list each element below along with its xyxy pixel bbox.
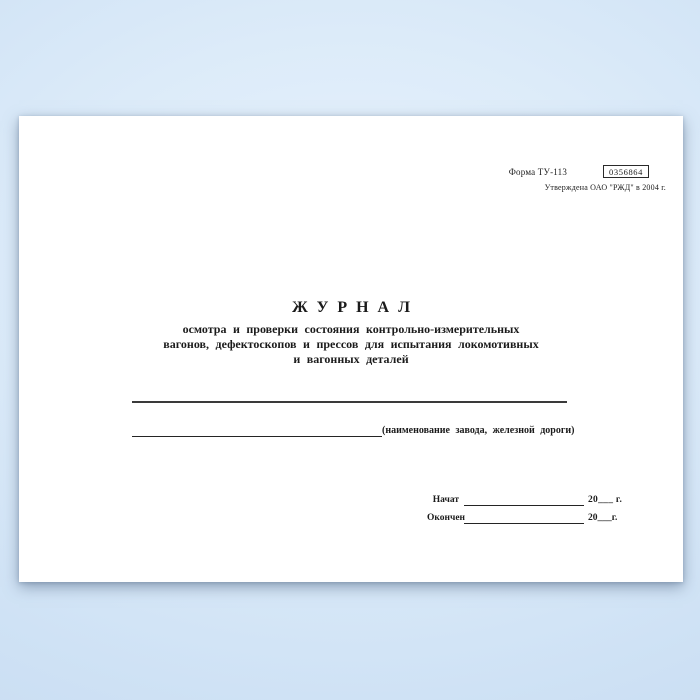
finished-date-blank-line: [464, 512, 584, 524]
page-subtitle: [19, 322, 683, 367]
organization-name-blank-line: [132, 423, 382, 437]
organization-name-row: [132, 423, 575, 437]
subtitle-line-1: осмотра и проверки состояния контрольно-измерительных: [182, 322, 520, 336]
finished-year: 20___г.: [588, 513, 618, 523]
page-title: ЖУРНАЛ: [291, 299, 420, 316]
started-label: Начат: [432, 495, 459, 505]
subtitle-line-2: вагонов, дефектоскопов и прессов для испытания локомотивных: [163, 337, 539, 351]
serial-number-box: 0356864: [603, 165, 649, 178]
organization-blank-line: [132, 401, 567, 403]
form-meta-row: [509, 165, 649, 178]
finished-label: Окончен: [427, 513, 466, 523]
organization-name-hint: (наименование завода, железной дороги): [382, 425, 575, 436]
form-code-label: Форма ТУ-113: [508, 166, 568, 177]
finished-row: [427, 507, 622, 524]
started-date-blank-line: [464, 494, 584, 506]
journal-cover-page: [19, 116, 683, 582]
started-year: 20___ г.: [588, 495, 623, 505]
approval-note: Утверждена ОАО "РЖД" в 2004 г.: [544, 183, 666, 192]
dates-block: [427, 489, 622, 525]
started-row: [427, 489, 622, 506]
subtitle-line-3: и вагонных деталей: [293, 352, 409, 366]
